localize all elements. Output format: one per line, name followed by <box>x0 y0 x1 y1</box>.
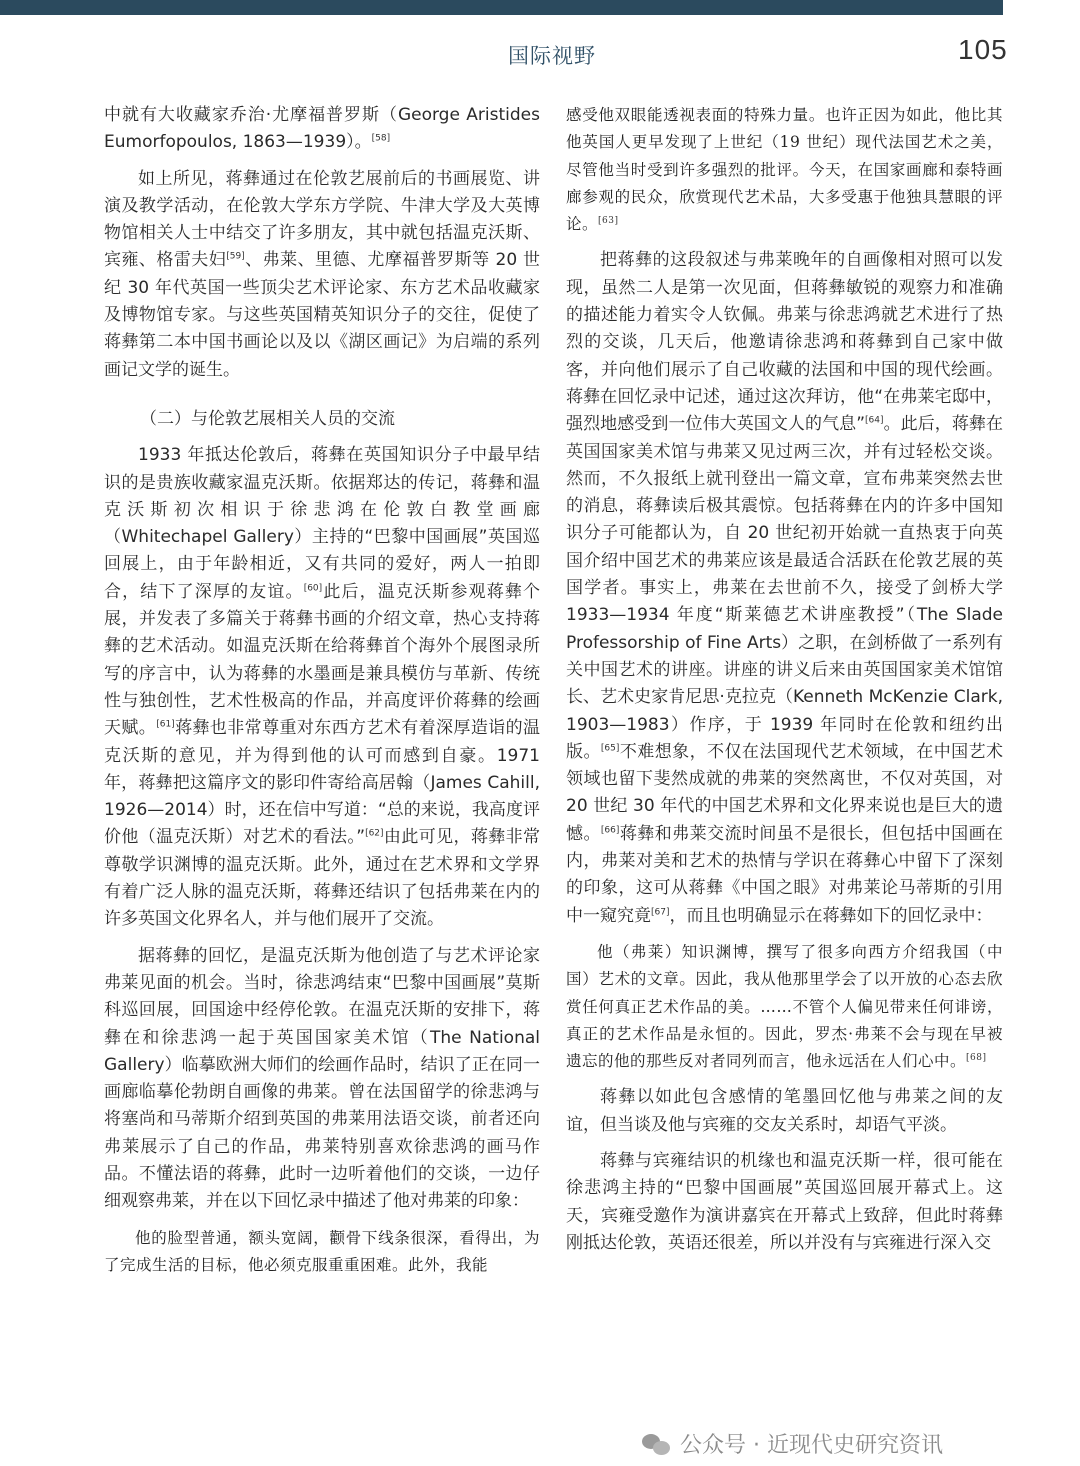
footnote-ref[interactable]: [68] <box>966 1052 987 1063</box>
footnote-ref[interactable]: [59] <box>226 251 245 262</box>
subheading: （二）与伦敦艺展相关人员的交流 <box>140 408 395 429</box>
watermark-text: 公众号 · 近现代史研究资讯 <box>680 1433 943 1458</box>
wechat-icon <box>642 1432 672 1456</box>
page-number: 105 <box>958 34 1008 65</box>
right-column <box>566 102 1003 1257</box>
block-quote: 他（弗莱）知识渊博，撰写了很多向西方介绍我国（中国）艺术的文章。因此，我从他那里学会了以开放的心态去欣赏任何真正艺术作品的美。……不管个人偏见带来任何诽谤，真正的艺术作品是永恒的。因此，罗杰·弗莱不会与现在早被遗忘的他的那些反对者同列而言，他永远活在人们心中。[68] <box>566 942 1003 1071</box>
footnote-ref[interactable]: [66] <box>600 825 620 836</box>
header-bar <box>0 0 1003 15</box>
footnote-ref[interactable]: [58] <box>371 133 391 144</box>
footnote-ref[interactable]: [64] <box>865 415 884 426</box>
footnote-ref[interactable]: [65] <box>600 743 620 754</box>
left-column <box>104 102 540 1279</box>
paragraph: 如上所见，蒋彝通过在伦敦艺展前后的书画展览、讲演及教学活动，在伦敦大学东方学院、牛津大学及大英博物馆相关人士中结交了许多朋友，其中就包括温克沃斯、宾雍、格雷夫妇[59]、弗莱、里德、尤摩福普罗斯等 20 世纪 30 年代英国一些顶尖艺术评论家、东方艺术品收藏家及博物馆专家。与这些英国精英知识分子的交往，促使了蒋彝第二本中国书画论以及以《湖区画记》为启端的系列画记文学的诞生。 <box>104 168 540 380</box>
paragraph: 蒋彝与宾雍结识的机缘也和温克沃斯一样，很可能在徐悲鸿主持的“巴黎中国画展”英国巡回展开幕式上。这天，宾雍受邀作为演讲嘉宾在开幕式上致辞，但此时蒋彝刚抵达伦敦，英语还很差，所以并没有与宾雍进行深入交 <box>566 1150 1003 1253</box>
block-quote: 他的脸型普通，额头宽阔，颧骨下线条很深，看得出，为了完成生活的目标，他必须克服重重困难。此外，我能 <box>104 1228 540 1274</box>
paragraph: 据蒋彝的回忆，是温克沃斯为他创造了与艺术评论家弗莱见面的机会。当时，徐悲鸿结束“巴黎中国画展”莫斯科巡回展，回国途中经停伦敦。在温克沃斯的安排下，蒋彝在和徐悲鸿一起于英国国家美术馆（The National Gallery）临摹欧洲大师们的绘画作品时，结识了正在同一画廊临摹伦勃朗自画像的弗莱。曾在法国留学的徐悲鸿与将塞尚和马蒂斯介绍到英国的弗莱用法语交谈，前者还向弗莱展示了自己的作品，弗莱特别喜欢徐悲鸿的画马作品。不懂法语的蒋彝，此时一边听着他们的交谈，一边仔细观察弗莱，并在以下回忆录中描述了他对弗莱的印象： <box>104 945 540 1212</box>
watermark <box>642 1428 943 1459</box>
paragraph: 蒋彝以如此包含感情的笔墨回忆他与弗莱之间的友谊，但当谈及他与宾雍的交友关系时，却语气平淡。 <box>566 1087 1003 1135</box>
footnote-ref[interactable]: [67] <box>651 906 670 917</box>
footnote-ref[interactable]: [62] <box>365 828 384 839</box>
section-title: 国际视野 <box>508 44 596 68</box>
footnote-ref[interactable]: [63] <box>598 216 619 227</box>
block-quote: 感受他双眼能透视表面的特殊力量。也许正因为如此，他比其他英国人更早发现了上世纪（19 世纪）现代法国艺术之美，尽管他当时受到许多强烈的批评。今天，在国家画廊和泰特画廊参观的民众，欣赏现代艺术品，大多受惠于他独具慧眼的评论。[63] <box>566 106 1003 234</box>
paragraph: 把蒋彝的这段叙述与弗莱晚年的自画像相对照可以发现，虽然二人是第一次见面，但蒋彝敏锐的观察力和准确的描述能力着实令人钦佩。弗莱与徐悲鸿就艺术进行了热烈的交谈，几天后，他邀请徐悲鸿和蒋彝到自己家中做客，并向他们展示了自己收藏的法国和中国的现代绘画。蒋彝在回忆录中记述，通过这次拜访，他“在弗莱宅邸中，强烈地感受到一位伟大英国文人的气息”[64]。此后，蒋彝在英国国家美术馆与弗莱又见过两三次，并有过轻松交谈。然而，不久报纸上就刊登出一篇文章，宣布弗莱突然去世的消息，蒋彝读后极其震惊。包括蒋彝在内的许多中国知识分子可能都认为，自 20 世纪初开始就一直热衷于向英国介绍中国艺术的弗莱应该是最适合活跃在伦敦艺展的英国学者。事实上，弗莱在去世前不久，接受了剑桥大学 1933—1934 年度“斯莱德艺术讲座教授”（The Slade Professorship of Fine Arts）之职，在剑桥做了一系列有关中国艺术的讲座。讲座的讲义后来由英国国家美术馆馆长、艺术史家肯尼思·克拉克（Kenneth McKenzie Clark, 1903—1983）作序，于 1939 年同时在伦敦和纽约出版。[65]不难想象，不仅在法国现代艺术领域，在中国艺术领域也留下斐然成就的弗莱的突然离世，不仅对英国，对 20 世纪 30 年代的中国艺术界和文化界来说也是巨大的遗憾。[66]蒋彝和弗莱交流时间虽不是很长，但包括中国画在内，弗莱对美和艺术的热情与学识在蒋彝心中留下了深刻的印象，这可从蒋彝《中国之眼》对弗莱论马蒂斯的引用中一窥究竟[67]，而且也明确显示在蒋彝如下的回忆录中： <box>566 250 1004 926</box>
footnote-ref[interactable]: [60] <box>303 583 323 594</box>
paragraph: 1933 年抵达伦敦后，蒋彝在英国知识分子中最早结识的是贵族收藏家温克沃斯。依据郑达的传记，蒋彝和温克沃斯初次相识于徐悲鸿在伦敦白教堂画廊（Whitechapel Gallery）主持的“巴黎中国画展”英国巡回展上，由于年龄相近，又有共同的爱好，两人一拍即合，结下了深厚的友谊。[60]此后，温克沃斯参观蒋彝个展，并发表了多篇关于蒋彝书画的介绍文章，热心支持蒋彝的艺术活动。如温克沃斯在给蒋彝首个海外个展图录所写的序言中，认为蒋彝的水墨画是兼具模仿与革新、传统性与独创性，艺术性极高的作品，并高度评价蒋彝的绘画天赋。[61]蒋彝也非常尊重对东西方艺术有着深厚造诣的温克沃斯的意见，并为得到他的认可而感到自豪。1971 年，蒋彝把这篇序文的影印件寄给高居翰（James Cahill, 1926—2014）时，还在信中写道：“总的来说，我高度评价他（温克沃斯）对艺术的看法。”[62]由此可见，蒋彝非常尊敬学识渊博的温克沃斯。此外，通过在艺术界和文学界有着广泛人脉的温克沃斯，蒋彝还结识了包括弗莱在内的许多英国文化界名人，并与他们展开了交流。 <box>104 445 541 930</box>
paragraph: 中就有大收藏家乔治·尤摩福普罗斯（George Aristides Eumorfopoulos, 1863—1939）。[58] <box>104 105 540 153</box>
footnote-ref[interactable]: [61] <box>156 719 175 730</box>
